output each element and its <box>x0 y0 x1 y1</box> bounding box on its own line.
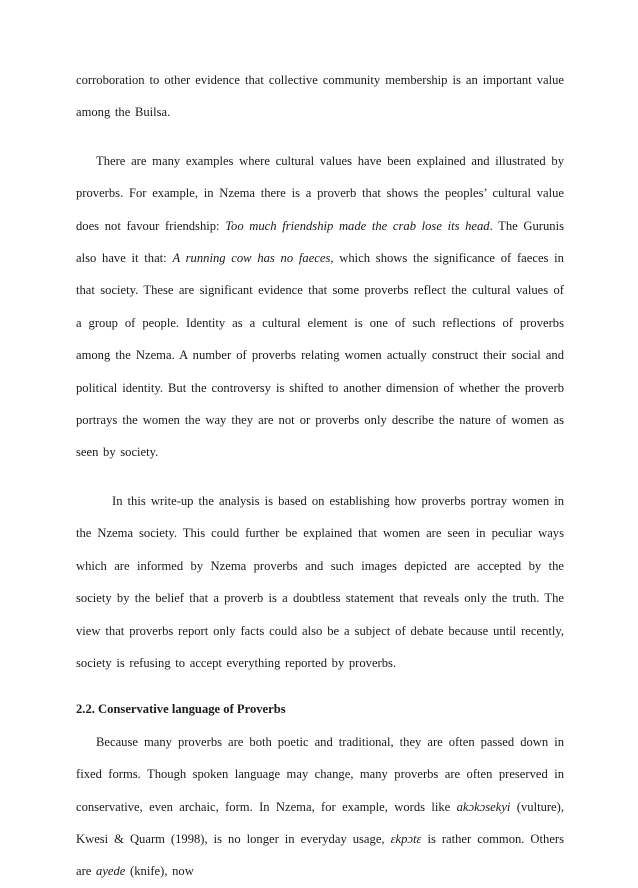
body-text: There are many examples where cultural values have been explained and illustrated by proverbs. For example, in Nzema there is a proverb that shows the peoples’ cultural value does not favour friendship: <box>76 153 564 233</box>
body-text: is rather common. Others are <box>76 831 565 879</box>
paragraph-3 <box>76 485 564 679</box>
body-text: (knife), now <box>125 864 194 879</box>
body-text: In this write-up the analysis is based on establishing how proverbs portray women in the Nzema society. This could further be explained that women are seen in peculiar ways which are informed by Nzema proverbs and such images depicted are accepted by the society by the belief that a proverb is a doubtless statement that reveals only the truth. The view that proverbs report only facts could also be a subject of debate because until recently, society is refusing to accept everything reported by proverbs. <box>76 493 564 670</box>
body-text: . The Gurunis also have it that: <box>76 218 564 266</box>
paragraph-1 <box>76 64 564 129</box>
body-text: Because many proverbs are both poetic and traditional, they are often passed down in fixed forms. Though spoken language may change, many proverbs are often preserved in conservative, even archaic, form. In Nzema, for example, words like <box>76 734 564 814</box>
italic-text: ayede <box>96 864 126 879</box>
body-text: which shows the significance of faeces in that society. These are significant evidence that some proverbs reflect the cultural values of a group of people. Identity as a cultural element is one of such reflections of proverbs among the Nzema. A number of proverbs relating women actually construct their social and political identity. But the controversy is shifted to another dimension of whether the proverb portrays the women the way they are not or proverbs only describe the nature of women as seen by society. <box>76 251 564 460</box>
body-text: corroboration to other evidence that collective community membership is an important value among the Builsa. <box>76 73 564 120</box>
paragraph-2 <box>76 145 564 469</box>
italic-text: ɛkpɔtɛ <box>390 831 422 846</box>
paragraph-4 <box>76 726 564 888</box>
italic-text: A running cow has no faeces, <box>172 251 334 266</box>
section-heading: 2.2. Conservative language of Proverbs <box>76 702 286 717</box>
italic-text: akɔkɔsekyi <box>456 799 511 814</box>
italic-text: Too much friendship made the crab lose its head <box>225 218 490 233</box>
body-text: (vulture), Kwesi & Quarm (1998), is no longer in everyday usage, <box>76 799 564 846</box>
